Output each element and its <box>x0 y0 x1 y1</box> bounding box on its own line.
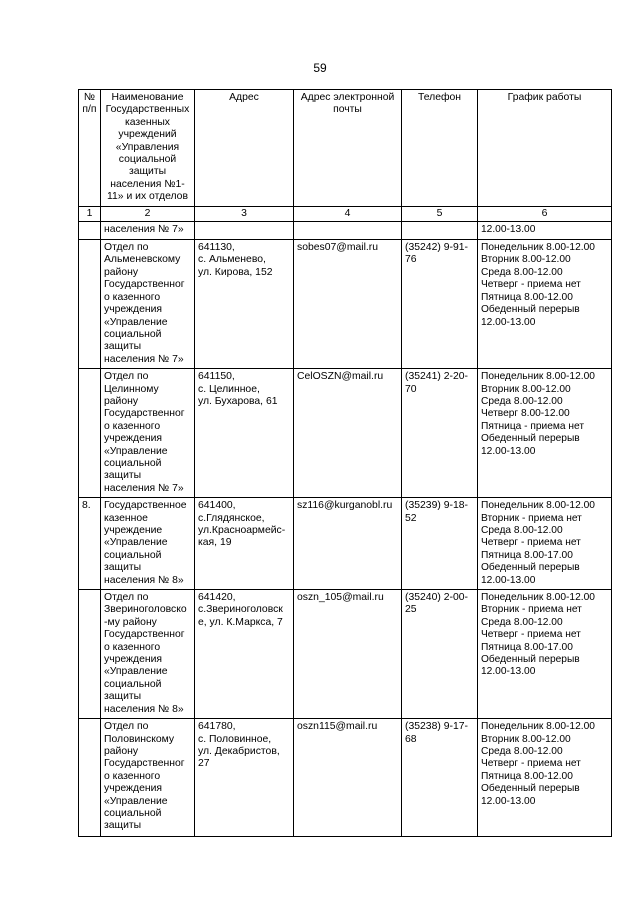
row-schedule: Понедельник 8.00-12.00 Вторник 8.00-12.00 Среда 8.00-12.00 Четверг 8.00-12.00 Пятница - приема нет Обеденный перерыв 12.00-13.00 <box>478 369 612 498</box>
row-address: 641130, с. Альменево, ул. Кирова, 152 <box>195 240 294 369</box>
row-phone: (35242) 9-91- 76 <box>402 240 478 369</box>
row-num <box>79 719 101 837</box>
table-row <box>79 222 612 240</box>
row-address: 641780, с. Половинное, ул. Декабристов, 27 <box>195 719 294 837</box>
row-num: 8. <box>79 498 101 590</box>
row-address <box>195 222 294 240</box>
row-email <box>294 222 402 240</box>
row-num <box>79 240 101 369</box>
header-num: № п/п <box>79 90 101 207</box>
row-address: 641400, с.Глядянское, ул.Красноармейс- кая, 19 <box>195 498 294 590</box>
table-row <box>79 719 612 837</box>
row-name: Государственное казенное учреждение «Управление социальной защиты населения № 8» <box>101 498 195 590</box>
row-name: Отдел по Половинскому району Государственног о казенного учреждения «Управление социальной защиты <box>101 719 195 837</box>
row-name: населения № 7» <box>101 222 195 240</box>
column-number: 5 <box>402 206 478 221</box>
row-schedule: Понедельник 8.00-12.00 Вторник - приема нет Среда 8.00-12.00 Четверг - приема нет Пятница 8.00-17.00 Обеденный перерыв 12.00-13.00 <box>478 590 612 719</box>
table-row <box>79 498 612 590</box>
institutions-table <box>78 89 612 837</box>
column-number: 4 <box>294 206 402 221</box>
row-schedule: Понедельник 8.00-12.00 Вторник 8.00-12.00 Среда 8.00-12.00 Четверг - приема нет Пятница 8.00-12.00 Обеденный перерыв 12.00-13.00 <box>478 240 612 369</box>
table-row <box>79 590 612 719</box>
row-schedule: Понедельник 8.00-12.00 Вторник 8.00-12.00 Среда 8.00-12.00 Четверг - приема нет Пятница 8.00-12.00 Обеденный перерыв 12.00-13.00 <box>478 719 612 837</box>
row-email: oszn115@mail.ru <box>294 719 402 837</box>
row-name: Отдел по Целинному району Государственног о казенного учреждения «Управление социальной защиты населения № 7» <box>101 369 195 498</box>
header-email: Адрес электронной почты <box>294 90 402 207</box>
table-row <box>79 240 612 369</box>
row-address: 641150, с. Целинное, ул. Бухарова, 61 <box>195 369 294 498</box>
column-number-row <box>79 206 612 221</box>
row-name: Отдел по Альменевскому району Государственног о казенного учреждения «Управление социальной защиты населения № 7» <box>101 240 195 369</box>
row-phone <box>402 222 478 240</box>
table-header-row <box>79 90 612 207</box>
row-phone: (35239) 9-18- 52 <box>402 498 478 590</box>
row-num <box>79 222 101 240</box>
row-address: 641420, с.Звериноголовск е, ул. К.Маркса, 7 <box>195 590 294 719</box>
row-num <box>79 590 101 719</box>
header-phone: Телефон <box>402 90 478 207</box>
header-name: Наименование Государственных казенных учреждений «Управления социальной защиты населения №1- 11» и их отделов <box>101 90 195 207</box>
table-row <box>79 369 612 498</box>
row-phone: (35241) 2-20- 70 <box>402 369 478 498</box>
row-email: sobes07@mail.ru <box>294 240 402 369</box>
row-email: oszn_105@mail.ru <box>294 590 402 719</box>
header-address: Адрес <box>195 90 294 207</box>
row-email: CelOSZN@mail.ru <box>294 369 402 498</box>
row-phone: (35238) 9-17- 68 <box>402 719 478 837</box>
row-schedule: Понедельник 8.00-12.00 Вторник - приема нет Среда 8.00-12.00 Четверг - приема нет Пятница 8.00-17.00 Обеденный перерыв 12.00-13.00 <box>478 498 612 590</box>
row-num <box>79 369 101 498</box>
page-number: 59 <box>313 61 327 75</box>
row-schedule: 12.00-13.00 <box>478 222 612 240</box>
column-number: 1 <box>79 206 101 221</box>
row-email: sz116@kurganobl.ru <box>294 498 402 590</box>
header-schedule: График работы <box>478 90 612 207</box>
row-name: Отдел по Звериноголовско -му району Государственног о казенного учреждения «Управление социальной защиты населения № 8» <box>101 590 195 719</box>
column-number: 3 <box>195 206 294 221</box>
column-number: 6 <box>478 206 612 221</box>
column-number: 2 <box>101 206 195 221</box>
row-phone: (35240) 2-00- 25 <box>402 590 478 719</box>
